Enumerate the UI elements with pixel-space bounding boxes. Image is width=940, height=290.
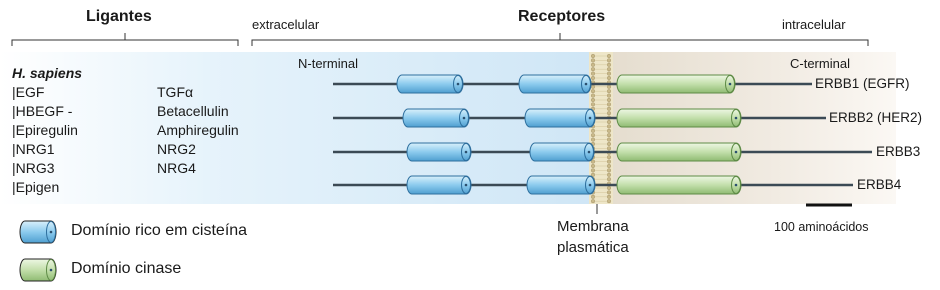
- ligands-header: Ligantes: [86, 8, 152, 25]
- receptors-bracket: [252, 33, 868, 46]
- ligand-item: |Epiregulin: [12, 122, 78, 138]
- cysteine-rich-domain: [407, 176, 471, 194]
- receptor-label-erbb1: ERBB1 (EGFR): [815, 76, 910, 91]
- c-terminal-label: C-terminal: [790, 56, 850, 71]
- scale-label: 100 aminoácidos: [774, 220, 869, 234]
- kinase-domain: [617, 143, 741, 161]
- ligand-item: Betacellulin: [157, 103, 229, 119]
- n-terminal-label: N-terminal: [298, 56, 358, 71]
- intracellular-label: intracelular: [782, 17, 846, 32]
- ligand-item: Amphiregulin: [157, 122, 239, 138]
- extracellular-label: extracelular: [252, 17, 320, 32]
- legend-kinase-icon: [20, 259, 56, 281]
- species-label: H. sapiens: [12, 65, 83, 81]
- cysteine-rich-domain: [527, 176, 595, 194]
- legend-cylinder: [20, 221, 56, 243]
- receptor-label-erbb2: ERBB2 (HER2): [829, 110, 923, 125]
- ligand-item: TGFα: [157, 84, 194, 100]
- receptor-label-erbb4: ERBB4: [857, 177, 902, 192]
- ligand-item: NRG2: [157, 141, 196, 157]
- extracellular-region: [0, 52, 596, 204]
- receptor-label-erbb3: ERBB3: [876, 144, 921, 159]
- legend-cysteine-icon: [20, 221, 56, 243]
- kinase-domain: [617, 75, 735, 93]
- membrane-label: [557, 216, 629, 258]
- kinase-domain: [617, 109, 741, 127]
- ligand-item: |Epigen: [12, 179, 60, 195]
- legend-cylinder: [20, 259, 56, 281]
- legend-kinase-label: Domínio cinase: [71, 260, 182, 277]
- ligand-item: |NRG1: [12, 141, 55, 157]
- ligand-item: |HBEGF -: [12, 103, 73, 119]
- membrane-label-line: plasmática: [557, 239, 629, 256]
- ligand-column-2: [157, 83, 239, 178]
- cysteine-rich-domain: [407, 143, 471, 161]
- ligand-item: |EGF: [12, 84, 45, 100]
- cysteine-rich-domain: [403, 109, 469, 127]
- ligand-item: NRG4: [157, 160, 196, 176]
- ligand-column-1: [12, 83, 78, 197]
- cysteine-rich-domain: [397, 75, 463, 93]
- cysteine-rich-domain: [519, 75, 591, 93]
- cysteine-rich-domain: [525, 109, 595, 127]
- receptors-header: Receptores: [518, 8, 606, 25]
- ligand-item: |NRG3: [12, 160, 55, 176]
- legend-cysteine-label: Domínio rico em cisteína: [71, 222, 248, 239]
- kinase-domain: [617, 176, 741, 194]
- ligands-bracket: [12, 33, 238, 46]
- cysteine-rich-domain: [530, 143, 594, 161]
- membrane-label-line: Membrana: [557, 218, 629, 235]
